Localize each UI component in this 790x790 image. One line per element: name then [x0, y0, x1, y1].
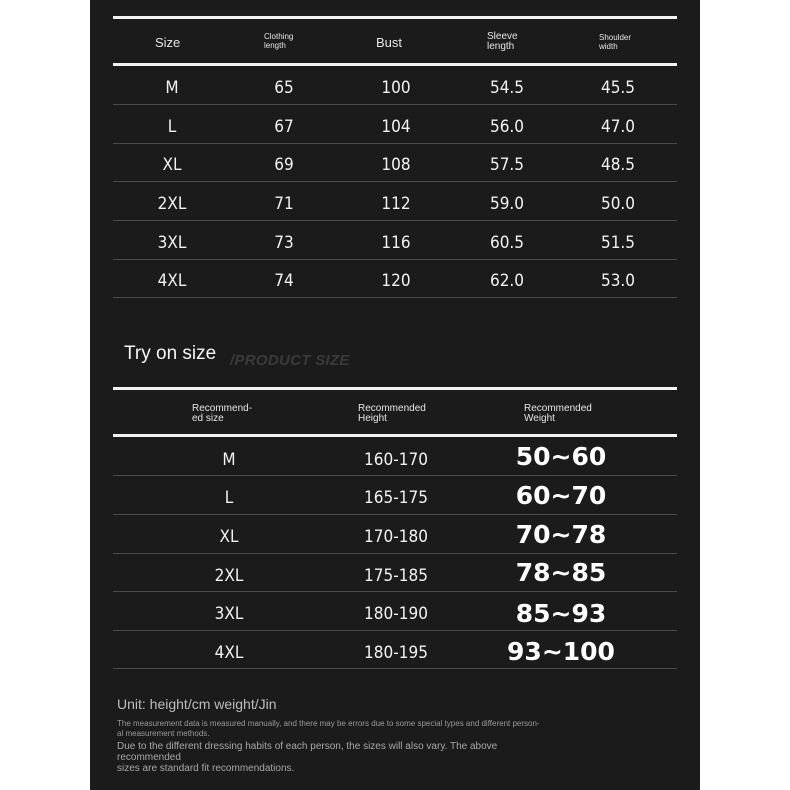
- recommended-height-cell: 180-195: [364, 643, 428, 663]
- shoulder-width-cell: 50.0: [600, 194, 636, 214]
- recommended-weight-cell: 93~100: [507, 637, 615, 666]
- sleeve-length-cell: 54.5: [489, 78, 525, 98]
- recommend-table-top-rule: [113, 387, 677, 390]
- recommended-size-cell: 3XL: [214, 604, 244, 624]
- row-divider: [113, 220, 677, 221]
- bust-cell: 116: [381, 233, 411, 253]
- recommended-weight-cell: 60~70: [515, 481, 607, 510]
- sleeve-length-cell: 60.5: [489, 233, 525, 253]
- size-cell: 4XL: [157, 271, 187, 291]
- clothing-length-cell: 71: [274, 194, 294, 214]
- size-cell: 2XL: [157, 194, 187, 214]
- recommended-height-cell: 180-190: [364, 604, 428, 624]
- measurement-note: The measurement data is measured manually, and there may be errors due to some special types and different person- al measurement methods.: [117, 719, 540, 738]
- unit-note: Unit: height/cm weight/Jin: [117, 696, 277, 712]
- bust-cell: 112: [381, 194, 411, 214]
- recommended-height-cell: 175-185: [364, 566, 428, 586]
- recommended-size-cell: XL: [219, 527, 239, 547]
- recommended-size-cell: M: [222, 450, 236, 470]
- recommended-height-cell: 170-180: [364, 527, 428, 547]
- size-header-bust: Bust: [376, 35, 403, 50]
- sleeve-length-cell: 56.0: [489, 117, 525, 137]
- shoulder-width-cell: 48.5: [600, 155, 636, 175]
- row-divider: [113, 143, 677, 144]
- shoulder-width-cell: 51.5: [600, 233, 636, 253]
- size-header-size: Size: [155, 35, 181, 50]
- size-header-sleeve-length: Sleeve length: [487, 31, 518, 52]
- fit-note: Due to the different dressing habits of each person, the sizes will also vary. The above recommended sizes are standard fit recommendations.: [117, 741, 498, 774]
- recommended-size-cell: 4XL: [214, 643, 244, 663]
- recommended-weight-cell: 50~60: [515, 442, 607, 471]
- sleeve-length-cell: 62.0: [489, 271, 525, 291]
- shoulder-width-cell: 47.0: [600, 117, 636, 137]
- recommended-size-cell: 2XL: [214, 566, 244, 586]
- size-cell: 3XL: [157, 233, 187, 253]
- row-divider: [113, 104, 677, 105]
- clothing-length-cell: 65: [274, 78, 294, 98]
- recommended-weight-cell: 85~93: [515, 599, 607, 628]
- size-cell: L: [167, 117, 177, 137]
- size-cell: M: [165, 78, 179, 98]
- recommend-table-header-rule: [113, 434, 677, 437]
- row-divider: [113, 475, 677, 476]
- clothing-length-cell: 73: [274, 233, 294, 253]
- row-divider: [113, 181, 677, 182]
- size-cell: XL: [162, 155, 182, 175]
- recommended-height-cell: 160-170: [364, 450, 428, 470]
- section-title: Try on size: [124, 343, 217, 364]
- size-header-shoulder-width: Shoulder width: [599, 33, 632, 51]
- row-divider: [113, 297, 677, 298]
- row-divider: [113, 668, 677, 669]
- size-table-top-rule: [113, 16, 677, 19]
- shoulder-width-cell: 53.0: [600, 271, 636, 291]
- recommend-header-weight: Recommended Weight: [524, 403, 592, 424]
- shoulder-width-cell: 45.5: [600, 78, 636, 98]
- size-table-header-rule: [113, 63, 677, 66]
- bust-cell: 100: [381, 78, 411, 98]
- row-divider: [113, 630, 677, 631]
- bust-cell: 108: [381, 155, 411, 175]
- recommend-header-height: Recommended Height: [358, 403, 426, 424]
- clothing-length-cell: 67: [274, 117, 294, 137]
- section-subtitle: /PRODUCT SIZE: [230, 352, 350, 369]
- bust-cell: 104: [381, 117, 411, 137]
- recommend-header-size: Recommend- ed size: [192, 403, 253, 424]
- recommended-weight-cell: 70~78: [515, 520, 607, 549]
- clothing-length-cell: 74: [274, 271, 294, 291]
- size-header-clothing-length: Clothing length: [264, 32, 294, 50]
- row-divider: [113, 553, 677, 554]
- row-divider: [113, 514, 677, 515]
- recommended-weight-cell: 78~85: [515, 558, 607, 587]
- row-divider: [113, 259, 677, 260]
- row-divider: [113, 591, 677, 592]
- size-chart-panel: [90, 0, 700, 790]
- sleeve-length-cell: 57.5: [489, 155, 525, 175]
- recommended-height-cell: 165-175: [364, 488, 428, 508]
- recommended-size-cell: L: [224, 488, 234, 508]
- bust-cell: 120: [381, 271, 411, 291]
- clothing-length-cell: 69: [274, 155, 294, 175]
- sleeve-length-cell: 59.0: [489, 194, 525, 214]
